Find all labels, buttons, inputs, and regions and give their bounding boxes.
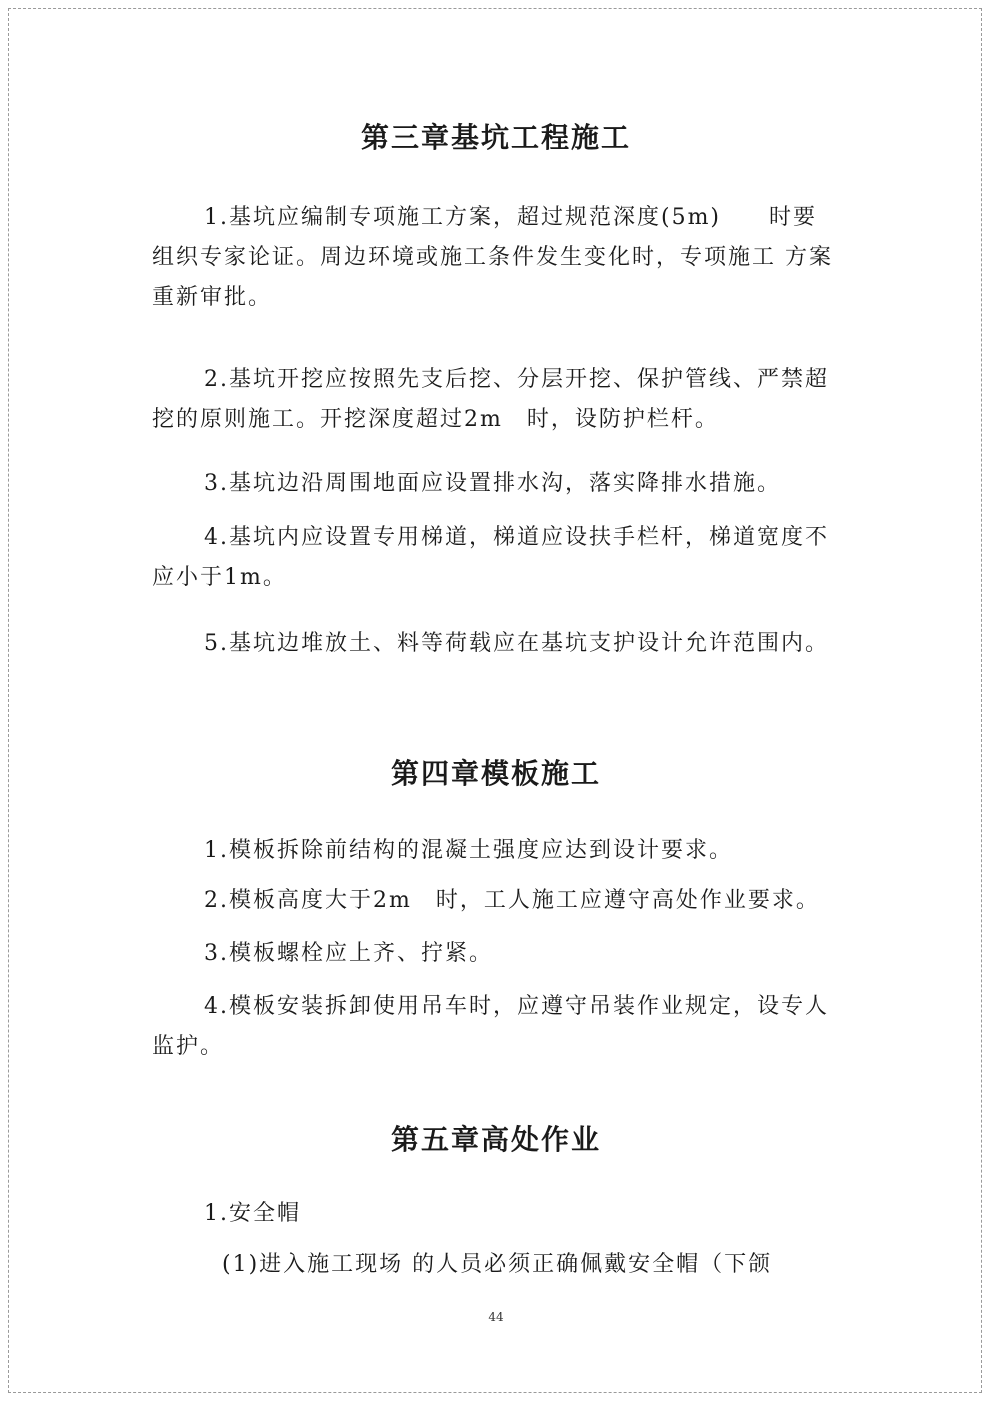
chapter-5-title: 第五章高处作业 [390, 1123, 601, 1156]
chapter-4-title: 第四章模板施工 [390, 757, 601, 790]
chapter-4-item-3: 3.模板螺栓应上齐、拧紧。 [204, 941, 493, 966]
chapter-4-item-2: 2.模板高度大于2m 时，工人施工应遵守高处作业要求。 [204, 888, 820, 913]
chapter-3-item-3: 3.基坑边沿周围地面应设置排水沟，落实降排水措施。 [204, 471, 781, 496]
page-number: 44 [488, 1310, 504, 1324]
chapter-5-item-1: 1.安全帽 [204, 1201, 301, 1226]
chapter-3-item-4: 4.基坑内应设置专用梯道，梯道应设扶手栏杆，梯道宽度不应小于1m。 [152, 525, 829, 590]
chapter-4-item-4: 4.模板安装拆卸使用吊车时，应遵守吊装作业规定，设专人监护。 [152, 994, 829, 1059]
chapter-3-item-1: 1.基坑应编制专项施工方案，超过规范深度(5m) 时要 组织专家论证。周边环境或施工条件发生变化时，专项施工 方案重新审批。 [152, 205, 833, 310]
chapter-3-item-5: 5.基坑边堆放土、料等荷载应在基坑支护设计允许范围内。 [204, 631, 829, 656]
chapter-5-item-2: (1)进入施工现场 的人员必须正确佩戴安全帽（下颌 [222, 1252, 773, 1277]
chapter-3-item-2: 2.基坑开挖应按照先支后挖、分层开挖、保护管线、严禁超挖的原则施工。开挖深度超过2m 时，设防护栏杆。 [152, 367, 829, 432]
chapter-3-title: 第三章基坑工程施工 [360, 121, 631, 154]
chapter-4-item-1: 1.模板拆除前结构的混凝土强度应达到设计要求。 [204, 838, 733, 863]
